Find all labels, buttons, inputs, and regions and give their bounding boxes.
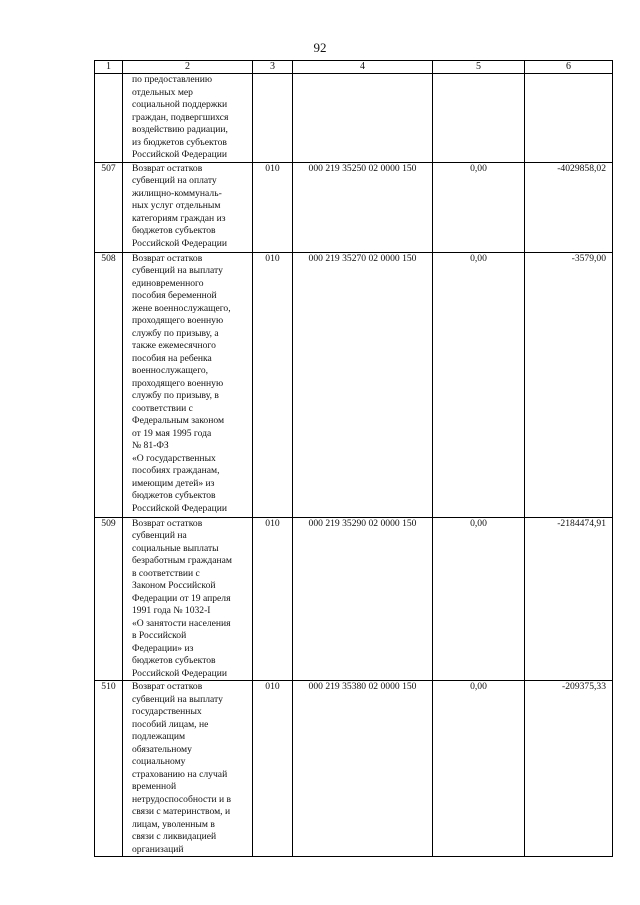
- row-number: 507: [95, 162, 123, 252]
- row-value-5: 0,00: [433, 252, 525, 517]
- header-col-5: 5: [433, 61, 525, 74]
- header-col-2: 2: [123, 61, 253, 74]
- page-number: 92: [313, 40, 327, 55]
- table-row: [95, 162, 613, 252]
- row-code: 000 219 35290 02 0000 150: [293, 517, 433, 681]
- row-description: Возврат остатков субвенций на выплату государственных пособий лицам, не подлежащим обязательному социальному страхованию на случай временной нетрудоспособности и в связи с материнством, и лицам, уволенным в связи с ликвидацией организаций: [123, 681, 253, 857]
- row-value-6: -209375,33: [525, 681, 613, 857]
- row-col3: 010: [253, 681, 293, 857]
- header-col-4: 4: [293, 61, 433, 74]
- row-value-6: -2184474,91: [525, 517, 613, 681]
- row-number: 508: [95, 252, 123, 517]
- header-col-6: 6: [525, 61, 613, 74]
- row-description: Возврат остатков субвенций на социальные выплаты безработным гражданам в соответствии с Законом Российской Федерации от 19 апреля 1991 года № 1032-I «О занятости населения в Российской Федерации» из бюджетов субъектов Российской Федерации: [123, 517, 253, 681]
- row-value-6: -4029858,02: [525, 162, 613, 252]
- budget-table: [94, 60, 613, 857]
- row-col3: 010: [253, 252, 293, 517]
- row-description: Возврат остатков субвенций на оплату жилищно-коммуналь- ных услуг отдельным категориям граждан из бюджетов субъектов Российской Федерации: [123, 162, 253, 252]
- row-col3: 010: [253, 517, 293, 681]
- row-col3: 010: [253, 162, 293, 252]
- row-number: 510: [95, 681, 123, 857]
- row-code: 000 219 35380 02 0000 150: [293, 681, 433, 857]
- table-row: [95, 74, 613, 163]
- row-number: 509: [95, 517, 123, 681]
- row-value-6: -3579,00: [525, 252, 613, 517]
- row-code: [293, 74, 433, 163]
- row-value-5: 0,00: [433, 517, 525, 681]
- header-col-1: 1: [95, 61, 123, 74]
- header-col-3: 3: [253, 61, 293, 74]
- row-code: 000 219 35250 02 0000 150: [293, 162, 433, 252]
- row-description: Возврат остатков субвенций на выплату единовременного пособия беременной жене военнослужащего, проходящего военную службу по призыву, а также ежемесячного пособия на ребенка военнослужащего, проходящего военную службу по призыву, в соответствии с Федеральным законом от 19 мая 1995 года № 81-ФЗ «О государственных пособиях гражданам, имеющим детей» из бюджетов субъектов Российской Федерации: [123, 252, 253, 517]
- table-header-row: [95, 61, 613, 74]
- row-description: по предоставлению отдельных мер социальной поддержки граждан, подвергшихся воздействию радиации, из бюджетов субъектов Российской Федерации: [123, 74, 253, 163]
- row-col3: [253, 74, 293, 163]
- row-value-5: 0,00: [433, 681, 525, 857]
- row-code: 000 219 35270 02 0000 150: [293, 252, 433, 517]
- row-value-5: [433, 74, 525, 163]
- table-row: [95, 681, 613, 857]
- table-row: [95, 252, 613, 517]
- row-value-5: 0,00: [433, 162, 525, 252]
- table-row: [95, 517, 613, 681]
- row-number: [95, 74, 123, 163]
- row-value-6: [525, 74, 613, 163]
